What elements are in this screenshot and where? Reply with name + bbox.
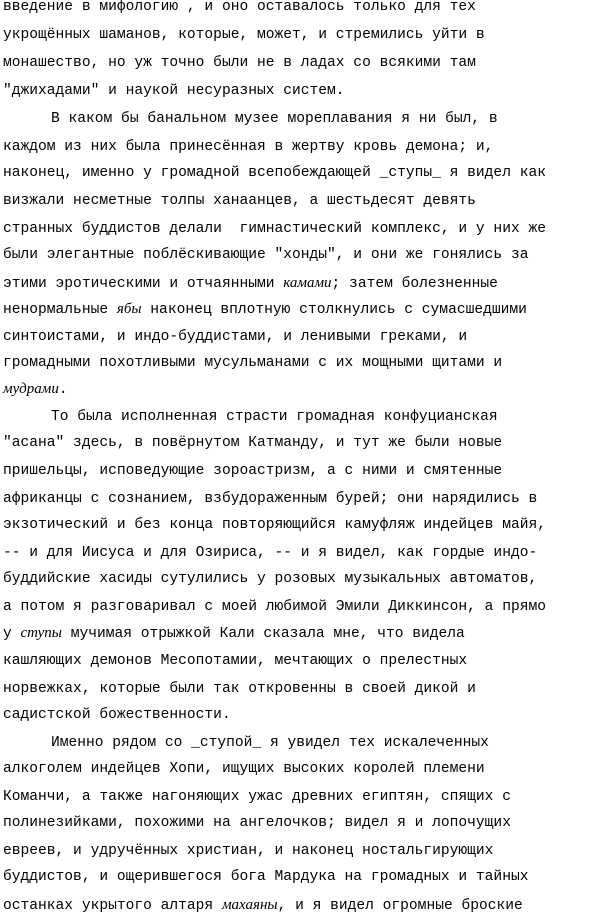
text-line: монашество, но уж точно были не в ладах со всякими там <box>3 55 476 71</box>
text-line: садистской божественности. <box>3 707 231 723</box>
text-line: норвежках, которые были так откровенны в своей дикой и <box>3 681 476 697</box>
text-line: африканцы с сознанием, взбудораженным бурей; они нарядились в <box>3 491 538 507</box>
text-line: ненормальные ябы наконец вплотную столкнулись с сумасшедшими <box>3 301 527 318</box>
italic-word: ябы <box>116 301 142 317</box>
text-line: евреев, и удручённых христиан, и наконец ностальгирующих <box>3 843 494 859</box>
text-line: -- и для Иисуса и для Озириса, -- и я видел, как гордые индо- <box>3 545 538 561</box>
text-line: введение в мифологию , и оно оставалось только для тех <box>3 0 476 15</box>
text-line: алкоголем индейцев Хопи, ищущих высоких королей племени <box>3 761 485 777</box>
text-line: а потом я разговаривал с моей любимой Эмили Диккинсон, а прямо <box>3 599 546 615</box>
text-line: визжали несметные толпы ханаанцев, а шестьдесят девять <box>3 193 476 209</box>
text-line: Именно рядом со _ступой_ я увидел тех искалеченных <box>51 735 489 751</box>
text-line: громадными похотливыми мусульманами с их мощными щитами и <box>3 355 503 371</box>
text-line: экзотический и без конца повторяющийся камуфляж индейцев майя, <box>3 517 546 533</box>
text-line: "асана" здесь, в повёрнутом Катманду, и тут же были новые <box>3 435 503 451</box>
text-line: странных буддистов делали гимнастический комплекс, и у них же <box>3 221 546 237</box>
text-line: этими эротическими и отчаянными камами; затем болезненные <box>3 275 498 292</box>
text-line: наконец, именно у громадной всепобеждающей _ступы_ я видел как <box>3 165 546 181</box>
text-line: В каком бы банальном музее мореплавания я ни был, в <box>51 111 498 127</box>
text-line: "джихадами" и наукой несуразных систем. <box>3 83 345 99</box>
text-line: синтоистами, и индо-буддистами, и ленивыми греками, и <box>3 329 468 345</box>
text-line: То была исполненная страсти громадная конфуцианская <box>51 409 498 425</box>
italic-word: ступы <box>20 625 62 641</box>
text-line: укрощённых шаманов, которые, может, и стремились уйти в <box>3 27 485 43</box>
italic-word: мудрами <box>3 381 59 397</box>
text-line: буддистов, и ощерившегося бога Мардука на громадных и тайных <box>3 869 529 885</box>
text-line: у ступы мучимая отрыжкой Кали сказала мне, что видела <box>3 625 465 642</box>
text-line: кашляющих демонов Месопотамии, мечтающих о прелестных <box>3 653 468 669</box>
text-line: были элегантные поблёскивающие "хонды", и они же гонялись за <box>3 247 529 263</box>
text-line: Команчи, а также нагоняющих ужас древних египтян, спящих с <box>3 789 511 805</box>
text-line: каждом из них была принесённая в жертву кровь демона; и, <box>3 139 494 155</box>
text-line: мудрами. <box>3 381 68 398</box>
text-line: буддийские хасиды сутулились у розовых музыкальных автоматов, <box>3 571 538 587</box>
italic-word: махаяны <box>221 897 278 913</box>
text-line: останках укрытого алтаря махаяны, и я видел огромные броские <box>3 897 523 914</box>
text-line: полинезийками, похожими на ангелочков; видел я и лопочущих <box>3 815 511 831</box>
text-line: пришельцы, исповедующие зороастризм, а с ними и смятенные <box>3 463 503 479</box>
italic-word: камами <box>283 275 332 291</box>
